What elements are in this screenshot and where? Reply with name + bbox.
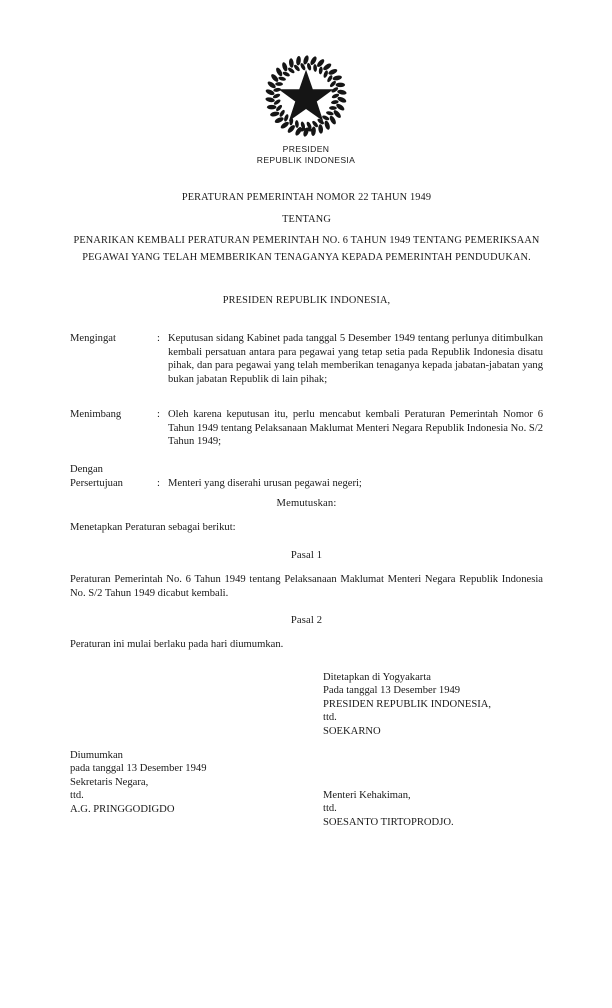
promulgation-left-ttd-mark: ttd.	[70, 790, 84, 802]
clause-persetujuan-body: Menteri yang diserahi urusan pegawai negeri;	[168, 477, 362, 489]
clause-persetujuan-colon: :	[157, 477, 160, 489]
clause-mengingat-label-text: Mengingat	[70, 333, 116, 344]
title-connector-tentang: TENTANG	[282, 213, 331, 225]
promulgation-left-office: Sekretaris Negara,	[70, 776, 149, 788]
signature-office: PRESIDEN REPUBLIK INDONESIA,	[323, 698, 492, 710]
document-title-block	[70, 190, 543, 266]
promulgation-left-column	[70, 749, 207, 816]
clause-persetujuan-label-line-1: Dengan	[70, 464, 103, 475]
clause-mengingat-label	[70, 332, 155, 346]
clause-menimbang-body: Oleh karena keputusan itu, perlu mencabut kembali Peraturan Pemerintah Nomor 6 Tahun 1949 tentang Pelaksanaan Maklumat Menteri Negara Republik Indonesia No. S/2 Tahun 1949;	[168, 409, 543, 448]
clause-mengingat-body: Keputusan sidang Kabinet pada tanggal 5 Desember 1949 tentang perlunya ditimbulkan kembali persatuan antara para pegawai yang tetap setia pada Republik Indonesia disatu pihak, dan para pegawai yang telah memberikan tenaganya kepada jabatan-jabatan yang bukan jabatan Republik di lain pihak;	[168, 333, 543, 385]
signature-date: Pada tanggal 13 Desember 1949	[323, 685, 461, 697]
signature-block	[323, 671, 491, 738]
masthead	[0, 52, 612, 165]
clause-mengingat	[70, 332, 543, 386]
promulgation-right-ttd-mark: ttd.	[323, 803, 337, 815]
issuer-heading: PRESIDEN REPUBLIK INDONESIA,	[222, 295, 391, 306]
clause-menimbang-colon: :	[157, 409, 160, 420]
signature-name: SOEKARNO	[323, 725, 381, 737]
clause-persetujuan-label	[70, 463, 155, 490]
promulgation-announced-label: Diumumkan	[70, 750, 123, 761]
article-2-body: Peraturan ini mulai berlaku pada hari diumumkan.	[70, 639, 284, 650]
emblem-caption-line-2: REPUBLIK INDONESIA	[256, 154, 356, 165]
regulation-number-title: PERATURAN PEMERINTAH NOMOR 22 TAHUN 1949	[181, 192, 432, 203]
clause-persetujuan-label-line-2: Persertujuan	[70, 477, 123, 489]
article-2-heading: Pasal 2	[290, 615, 323, 626]
garuda-star-wreath-emblem	[262, 52, 350, 140]
emblem-caption	[0, 144, 612, 165]
enactment-line: Menetapkan Peraturan sebagai berikut:	[70, 522, 236, 533]
article-1-heading: Pasal 1	[290, 550, 323, 561]
clause-menimbang	[70, 408, 543, 449]
emblem-caption-line-1: PRESIDEN	[282, 144, 330, 154]
promulgation-right-name: SOESANTO TIRTOPRODJO.	[323, 816, 454, 828]
regulation-subject-title: PENARIKAN KEMBALI PERATURAN PEMERINTAH NO. 6 TAHUN 1949 TENTANG PEMERIKSAAN PEGAWAI YANG TELAH MEMBERIKAN TENAGANYA KEPADA PEMERINTAH PENDUDUKAN.	[73, 235, 540, 263]
signature-place: Ditetapkan di Yogyakarta	[323, 672, 431, 683]
clause-menimbang-label	[70, 408, 155, 422]
promulgation-right-column	[323, 789, 454, 829]
promulgation-left-name: A.G. PRINGGODIGDO	[70, 803, 175, 815]
clause-persetujuan	[70, 463, 543, 490]
promulgation-date: pada tanggal 13 Desember 1949	[70, 763, 207, 775]
clause-menimbang-label-text: Menimbang	[70, 409, 122, 420]
decision-heading: Memutuskan:	[276, 498, 337, 509]
article-1-body: Peraturan Pemerintah No. 6 Tahun 1949 tentang Pelaksanaan Maklumat Menteri Negara Republik Indonesia No. S/2 Tahun 1949 dicabut kembali.	[70, 574, 543, 599]
promulgation-right-office: Menteri Kehakiman,	[323, 790, 411, 801]
signature-ttd-mark: ttd.	[323, 712, 337, 724]
clause-mengingat-colon: :	[157, 333, 160, 344]
